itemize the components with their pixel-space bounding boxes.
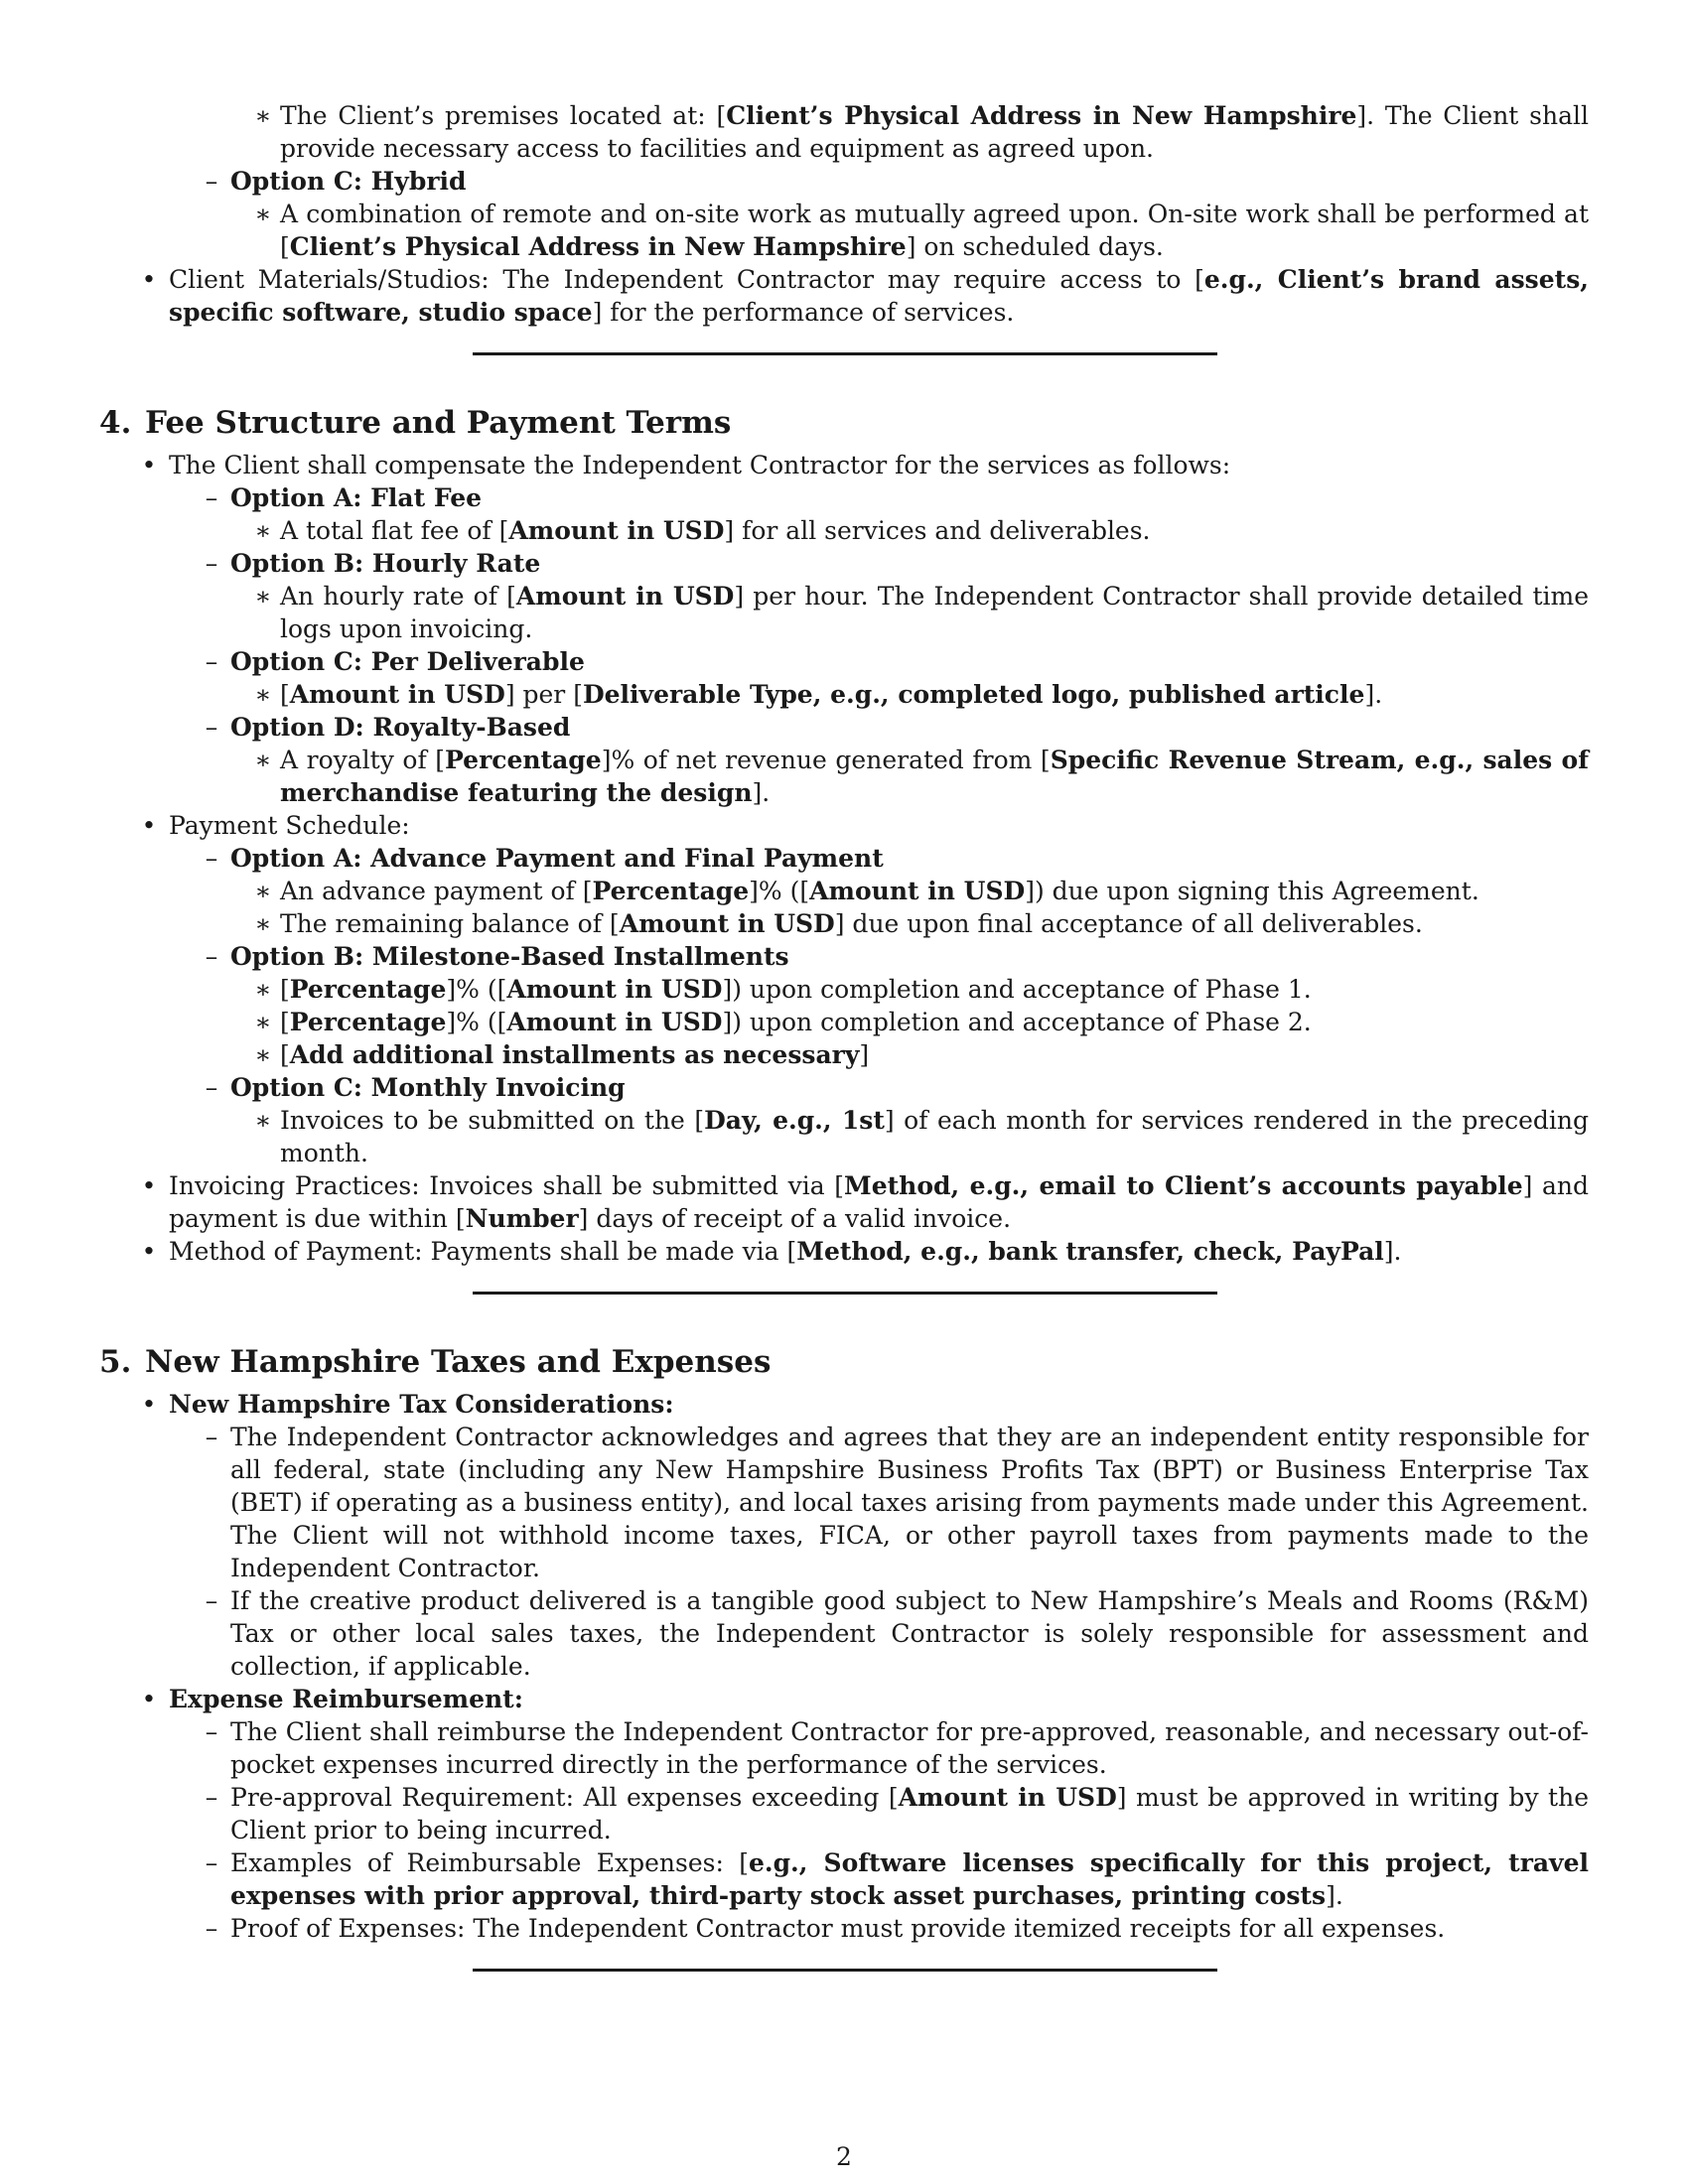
dash-bullet-icon: –	[205, 1914, 218, 1943]
asterisk-bullet-icon: ∗	[254, 1008, 272, 1036]
asterisk-bullet-icon: ∗	[254, 680, 272, 709]
section-divider	[473, 352, 1217, 355]
list-item	[141, 1683, 1589, 1715]
asterisk-bullet-icon: ∗	[254, 516, 272, 545]
list-item: ∗ The remaining balance of [Amount in USD] due upon final acceptance of all deliverables.	[280, 907, 1589, 940]
option-heading: Option D: Royalty-Based	[230, 713, 571, 742]
list-item: – The Independent Contractor acknowledges and agrees that they are an independent entity responsible for all federal, state (including any New Hampshire Business Profits Tax (BPT) or Business Enterprise Tax (BET) if operating as a business entity), and local taxes arising from payments made under this Agreement. The Client will not withhold income taxes, FICA, or other payroll taxes from payments made to the Independent Contractor.	[230, 1421, 1589, 1584]
option-heading: Option A: Flat Fee	[230, 483, 483, 512]
list-item: ∗ A total flat fee of [Amount in USD] for all services and deliverables.	[280, 514, 1589, 547]
list-item	[205, 481, 1589, 514]
list-item	[205, 940, 1589, 973]
round-bullet-icon: •	[141, 1685, 157, 1713]
round-bullet-icon: •	[141, 1390, 157, 1419]
asterisk-bullet-icon: ∗	[254, 582, 272, 611]
list-item: ∗ An hourly rate of [Amount in USD] per hour. The Independent Contractor shall provide detailed time logs upon invoicing.	[280, 580, 1589, 645]
list-item	[205, 842, 1589, 875]
list-item: ∗ A combination of remote and on-site work as mutually agreed upon. On-site work shall be performed at [Client’s Physical Address in New Hampshire] on scheduled days.	[280, 198, 1589, 263]
list-item: – Proof of Expenses: The Independent Contractor must provide itemized receipts for all expenses.	[230, 1912, 1589, 1945]
dash-bullet-icon: –	[205, 1783, 218, 1812]
dash-bullet-icon: –	[205, 942, 218, 971]
list-item: ∗ [Percentage]% ([Amount in USD]) upon completion and acceptance of Phase 2.	[280, 1006, 1589, 1038]
list-item: ∗ [Amount in USD] per [Deliverable Type, e.g., completed logo, published article].	[280, 678, 1589, 711]
dash-bullet-icon: –	[205, 1586, 218, 1615]
list-item: – Examples of Reimbursable Expenses: [e.g., Software licenses specifically for this project, travel expenses with prior approval, third-party stock asset purchases, printing costs].	[230, 1846, 1589, 1912]
asterisk-bullet-icon: ∗	[254, 200, 272, 228]
asterisk-bullet-icon: ∗	[254, 1040, 272, 1069]
round-bullet-icon: •	[141, 811, 157, 840]
section-divider	[473, 1292, 1217, 1295]
round-bullet-icon: •	[141, 451, 157, 479]
dash-bullet-icon: –	[205, 1717, 218, 1746]
dash-bullet-icon: –	[205, 713, 218, 742]
subsection-heading: New Hampshire Tax Considerations:	[169, 1390, 674, 1419]
section-divider	[473, 1969, 1217, 1972]
document-page	[99, 99, 1589, 1972]
option-heading: Option B: Milestone-Based Installments	[230, 942, 789, 971]
asterisk-bullet-icon: ∗	[254, 1106, 272, 1135]
list-item	[141, 1388, 1589, 1421]
list-item: ∗ An advance payment of [Percentage]% ([Amount in USD]) due upon signing this Agreement.	[280, 875, 1589, 907]
round-bullet-icon: •	[141, 265, 157, 294]
list-item: ∗ The Client’s premises located at: [Client’s Physical Address in New Hampshire]. The Client shall provide necessary access to facilities and equipment as agreed upon.	[280, 99, 1589, 165]
asterisk-bullet-icon: ∗	[254, 975, 272, 1004]
dash-bullet-icon: –	[205, 1423, 218, 1451]
list-item	[205, 1071, 1589, 1104]
page-number: 2	[836, 2142, 852, 2171]
dash-bullet-icon: –	[205, 647, 218, 676]
asterisk-bullet-icon: ∗	[254, 909, 272, 938]
list-item: • Payment Schedule:	[169, 809, 1589, 842]
subsection-heading: Expense Reimbursement:	[169, 1685, 523, 1713]
list-item	[205, 547, 1589, 580]
dash-bullet-icon: –	[205, 483, 218, 512]
list-item: ∗ Invoices to be submitted on the [Day, e.g., 1st] of each month for services rendered in the preceding month.	[280, 1104, 1589, 1169]
asterisk-bullet-icon: ∗	[254, 877, 272, 905]
option-heading: Option C: Hybrid	[230, 167, 467, 196]
asterisk-bullet-icon: ∗	[254, 101, 272, 130]
option-heading: Option B: Hourly Rate	[230, 549, 541, 578]
list-item	[205, 711, 1589, 744]
list-item: ∗ [Percentage]% ([Amount in USD]) upon completion and acceptance of Phase 1.	[280, 973, 1589, 1006]
list-item: – If the creative product delivered is a tangible good subject to New Hampshire’s Meals and Rooms (R&M) Tax or other local sales taxes, the Independent Contractor is solely responsible for assessment and collection, if applicable.	[230, 1584, 1589, 1683]
section-heading: 5. New Hampshire Taxes and Expenses	[99, 1344, 772, 1380]
dash-bullet-icon: –	[205, 1848, 218, 1877]
dash-bullet-icon: –	[205, 1073, 218, 1102]
option-heading: Option C: Per Deliverable	[230, 647, 585, 676]
list-item: • Client Materials/Studios: The Independent Contractor may require access to [e.g., Client’s brand assets, specific software, studio space] for the performance of services.	[169, 263, 1589, 329]
option-heading: Option C: Monthly Invoicing	[230, 1073, 626, 1102]
list-item: • The Client shall compensate the Independent Contractor for the services as follows:	[169, 449, 1589, 481]
list-item: – The Client shall reimburse the Independent Contractor for pre-approved, reasonable, and necessary out-of-pocket expenses incurred directly in the performance of the services.	[230, 1715, 1589, 1781]
list-item	[205, 165, 1589, 198]
list-item: • Method of Payment: Payments shall be made via [Method, e.g., bank transfer, check, PayPal].	[169, 1235, 1589, 1268]
dash-bullet-icon: –	[205, 844, 218, 873]
list-item: – Pre-approval Requirement: All expenses exceeding [Amount in USD] must be approved in writing by the Client prior to being incurred.	[230, 1781, 1589, 1846]
dash-bullet-icon: –	[205, 167, 218, 196]
list-item	[205, 645, 1589, 678]
section-heading: 4. Fee Structure and Payment Terms	[99, 405, 732, 441]
option-heading: Option A: Advance Payment and Final Payment	[230, 844, 884, 873]
round-bullet-icon: •	[141, 1237, 157, 1266]
list-item: ∗ [Add additional installments as necessary]	[280, 1038, 1589, 1071]
list-item: • Invoicing Practices: Invoices shall be submitted via [Method, e.g., email to Client’s accounts payable] and payment is due within [Number] days of receipt of a valid invoice.	[169, 1169, 1589, 1235]
asterisk-bullet-icon: ∗	[254, 746, 272, 774]
round-bullet-icon: •	[141, 1171, 157, 1200]
list-item: ∗ A royalty of [Percentage]% of net revenue generated from [Specific Revenue Stream, e.g., sales of merchandise featuring the design].	[280, 744, 1589, 809]
dash-bullet-icon: –	[205, 549, 218, 578]
